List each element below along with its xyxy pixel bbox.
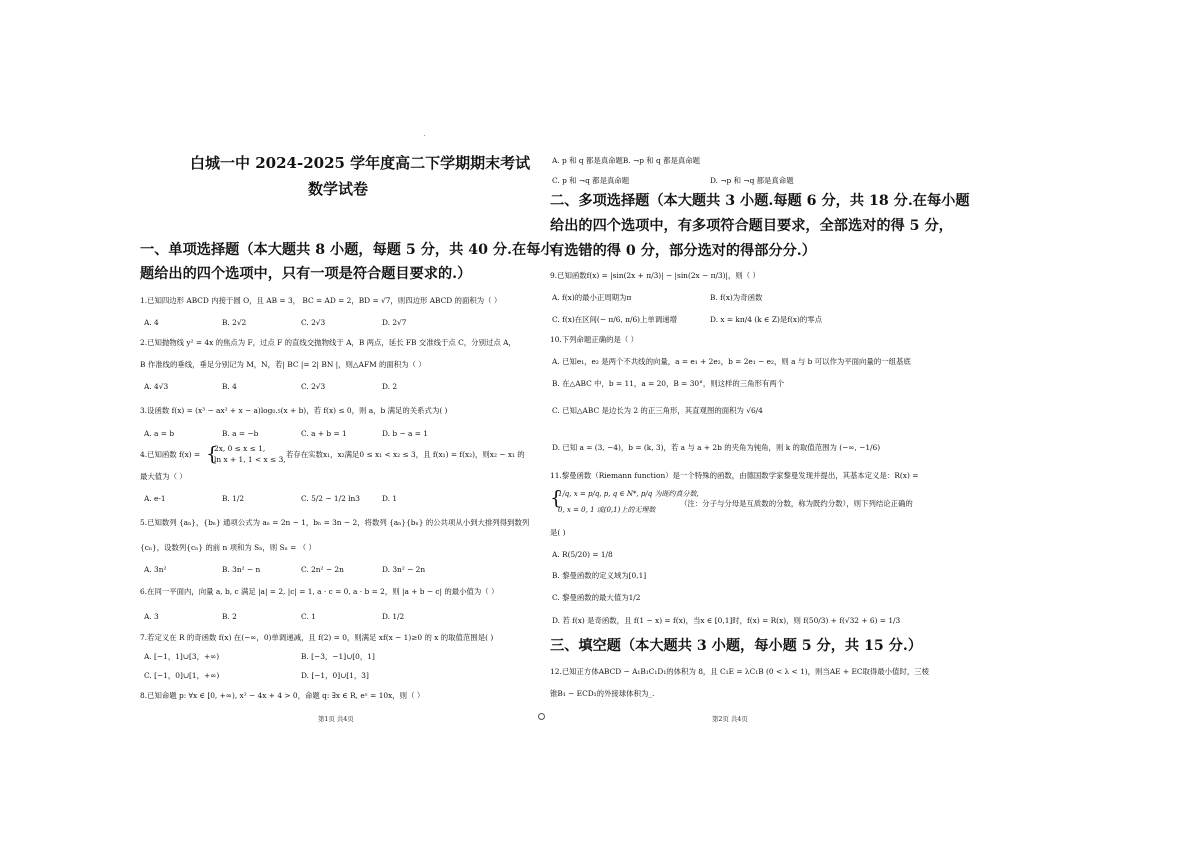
q5-option-c: C. 2n² − 2n (301, 565, 344, 574)
question-4-cont: 若存在实数x₁，x₂满足0 ≤ x₁ < x₂ ≤ 3，且 f(x₁) = f(x₂)，则x₂ − x₁ 的 (286, 450, 525, 459)
q3-option-c: C. a + b = 1 (301, 429, 347, 438)
q6-option-c: C. 1 (301, 612, 316, 621)
question-5-cont: {cₙ}，设数列{cₙ} 的前 n 项和为 Sₙ，则 Sₙ = （ ） (140, 543, 316, 552)
question-2-cont: B 作准线的垂线，垂足分别记为 M，N，若| BC |= 2| BN |，则△AFM 的面积为（ ） (140, 360, 426, 369)
q2-option-c: C. 2√3 (301, 382, 326, 391)
question-8: 8.已知命题 p: ∀x ∈ [0, +∞), x² − 4x + 4 > 0，命题 q: ∃x ∈ R, eˣ = 10x，则（ ） (140, 691, 425, 700)
q5-option-a: A. 3n² (144, 565, 167, 574)
q11-option-a: A. R(5/20) = 1/8 (552, 550, 613, 559)
question-6: 6.在同一平面内，向量 a, b, c 满足 |a| = 2, |c| = 1, a · c = 0, a · b = 2，则 |a + b − c| 的最小值为（ ） (140, 587, 499, 596)
section-1-heading-cont: 题给出的四个选项中，只有一项是符合题目要求的.） (140, 266, 472, 282)
q6-option-d: D. 1/2 (382, 612, 405, 621)
q11-option-c: C. 黎曼函数的最大值为1/2 (552, 593, 641, 602)
q11-case-2: 0, x = 0, 1 或(0,1)上的无理数 (558, 506, 656, 514)
q4-case-2: ln x + 1, 1 < x ≤ 3, (214, 455, 286, 464)
question-7: 7.若定义在 R 的奇函数 f(x) 在(−∞，0)单调递减，且 f(2) = 0，则满足 xf(x − 1)≥0 的 x 的取值范围是( ) (140, 633, 494, 642)
q11-option-b: B. 黎曼函数的定义域为[0,1] (552, 571, 647, 580)
q1-option-a: A. 4 (144, 318, 159, 327)
q2-option-b: B. 4 (222, 382, 237, 391)
binding-hole (538, 713, 545, 720)
q1-option-b: B. 2√2 (222, 318, 247, 327)
q6-option-a: A. 3 (144, 612, 159, 621)
section-1-heading: 一、单项选择题（本大题共 8 小题，每题 5 分，共 40 分.在每小 (140, 242, 555, 258)
question-11-end: 是( ) (550, 528, 566, 537)
section-2-heading-end: 有选错的得 0 分，部分选对的得部分分.） (550, 243, 816, 259)
q10-option-d: D. 已知 a = (3, −4)，b = (k, 3)，若 a 与 a + 2b 的夹角为钝角，则 k 的取值范围为 (−∞, −1/6) (552, 443, 881, 452)
q10-option-a: A. 已知e₁，e₂ 是两个不共线的向量，a = e₁ + 2e₂，b = 2e₁ − e₂，则 a 与 b 可以作为平面向量的一组基底 (552, 357, 911, 366)
q7-option-d: D. [−1，0]∪[1，3] (301, 671, 369, 680)
question-4: 4.已知函数 f(x) = (140, 450, 201, 459)
section-2-heading-cont: 给出的四个选项中，有多项符合题目要求，全部选对的得 5 分， (550, 218, 953, 234)
page-footer-2: 第2页 共4页 (712, 715, 748, 723)
question-12: 12.已知正方体ABCD − A₁B₁C₁D₁的体积为 8，且 C₁E = λC₁B (0 < λ < 1)，则当AE + EC取得最小值时，三棱 (550, 667, 930, 676)
q8-option-d: D. ¬p 和 ¬q 都是真命题 (710, 176, 794, 185)
question-10: 10.下列命题正确的是（ ） (550, 335, 639, 344)
q5-option-d: D. 3n² − 2n (382, 565, 426, 574)
q8-options-ab: A. p 和 q 都是真命题B. ¬p 和 q 都是真命题 (552, 156, 701, 165)
section-3-heading: 三、填空题（本大题共 3 小题，每小题 5 分，共 15 分.） (550, 638, 923, 654)
q9-option-b: B. f(x)为奇函数 (710, 293, 763, 302)
q2-option-d: D. 2 (382, 382, 398, 391)
q3-option-d: D. b − a = 1 (382, 429, 428, 438)
q4-case-1: 2x, 0 ≤ x ≤ 1, (214, 444, 266, 453)
exam-subtitle: 数学试卷 (308, 180, 369, 198)
q4-option-c: C. 5/2 − 1/2 ln3 (301, 494, 360, 503)
q9-option-d: D. x = kπ/4 (k ∈ Z)是f(x)的零点 (710, 315, 823, 324)
section-2-heading: 二、多项选择题（本大题共 3 小题.每题 6 分，共 18 分.在每小题 (550, 193, 970, 209)
q8-option-c: C. p 和 ¬q 都是真命题 (552, 176, 630, 185)
q6-option-b: B. 2 (222, 612, 237, 621)
page-footer-1: 第1页 共4页 (318, 715, 354, 723)
q4-option-b: B. 1/2 (222, 494, 245, 503)
q11-option-d: D. 若 f(x) 是奇函数，且 f(1 − x) = f(x)，当x ∈ [0,1]时，f(x) = R(x)，则 f(50/3) + f(√32 + 6) = 1/3 (552, 616, 901, 625)
right-page (550, 0, 970, 849)
question-4-line-2: 最大值为（ ） (140, 472, 187, 481)
q7-option-b: B. [−3，−1]∪[0，1] (301, 652, 375, 661)
q7-option-c: C. [−1，0]∪[1，+∞) (144, 671, 220, 680)
q10-option-b: B. 在△ABC 中，b = 11，a = 20，B = 30°，则这样的三角形有两个 (552, 379, 785, 388)
q3-option-a: A. a = b (144, 429, 175, 438)
q1-option-d: D. 2√7 (382, 318, 407, 327)
q4-brace: { (206, 443, 219, 465)
question-2: 2.已知抛物线 y² = 4x 的焦点为 F，过点 F 的直线交抛物线于 A，B 两点，延长 FB 交准线于点 C，分别过点 A， (140, 338, 516, 347)
question-3: 3.设函数 f(x) = (x³ − ax² + x − a)log₀.₅(x + b)，若 f(x) ≤ 0，则 a，b 满足的关系式为( ) (140, 406, 448, 415)
q7-option-a: A. [−1，1]∪[3，+∞) (144, 652, 220, 661)
q2-option-a: A. 4√3 (144, 382, 169, 391)
question-11: 11.黎曼函数（Riemann function）是一个特殊的函数，由德国数学家黎曼发现并提出，其基本定义是：R(x) = (550, 471, 919, 480)
question-11-note: （注：分子与分母是互质数的分数，称为既约分数），则下列结论正确的 (680, 499, 913, 508)
q11-brace: { (550, 487, 563, 509)
left-page (140, 0, 555, 849)
question-5: 5.已知数列 {aₙ}，{bₙ} 通项公式为 aₙ = 2n − 1，bₙ = 3n − 2，将数列 {aₙ}{bₙ} 的公共项从小到大排列得到数列 (140, 518, 530, 527)
q10-option-c: C. 已知△ABC 是边长为 2 的正三角形，其直观图的面积为 √6/4 (552, 406, 763, 415)
q4-option-a: A. e-1 (144, 494, 166, 503)
q4-option-d: D. 1 (382, 494, 398, 503)
exam-title: 白城一中 2024-2025 学年度高二下学期期末考试 (190, 154, 531, 172)
question-1: 1.已知四边形 ABCD 内接于圆 O，且 AB = 3， BC = AD = 2，BD = √7，则四边形 ABCD 的面积为（ ） (140, 296, 502, 305)
q3-option-b: B. a = −b (222, 429, 259, 438)
question-9: 9.已知函数f(x) = |sin(2x + π/3)| − |sin(2x − π/3)|，则（ ） (550, 271, 760, 280)
question-12-cont: 锥B₁ − ECD₁的外接球体积为_. (550, 689, 655, 698)
q1-option-c: C. 2√3 (301, 318, 326, 327)
q9-option-c: C. f(x)在区间(− π/6, π/6)上单调递增 (552, 315, 677, 324)
q9-option-a: A. f(x)的最小正周期为π (552, 293, 632, 302)
q5-option-b: B. 3n² − n (222, 565, 261, 574)
q11-case-1: 1/q, x = p/q, p, q ∈ N*, p/q 为既约真分数, (558, 490, 699, 498)
